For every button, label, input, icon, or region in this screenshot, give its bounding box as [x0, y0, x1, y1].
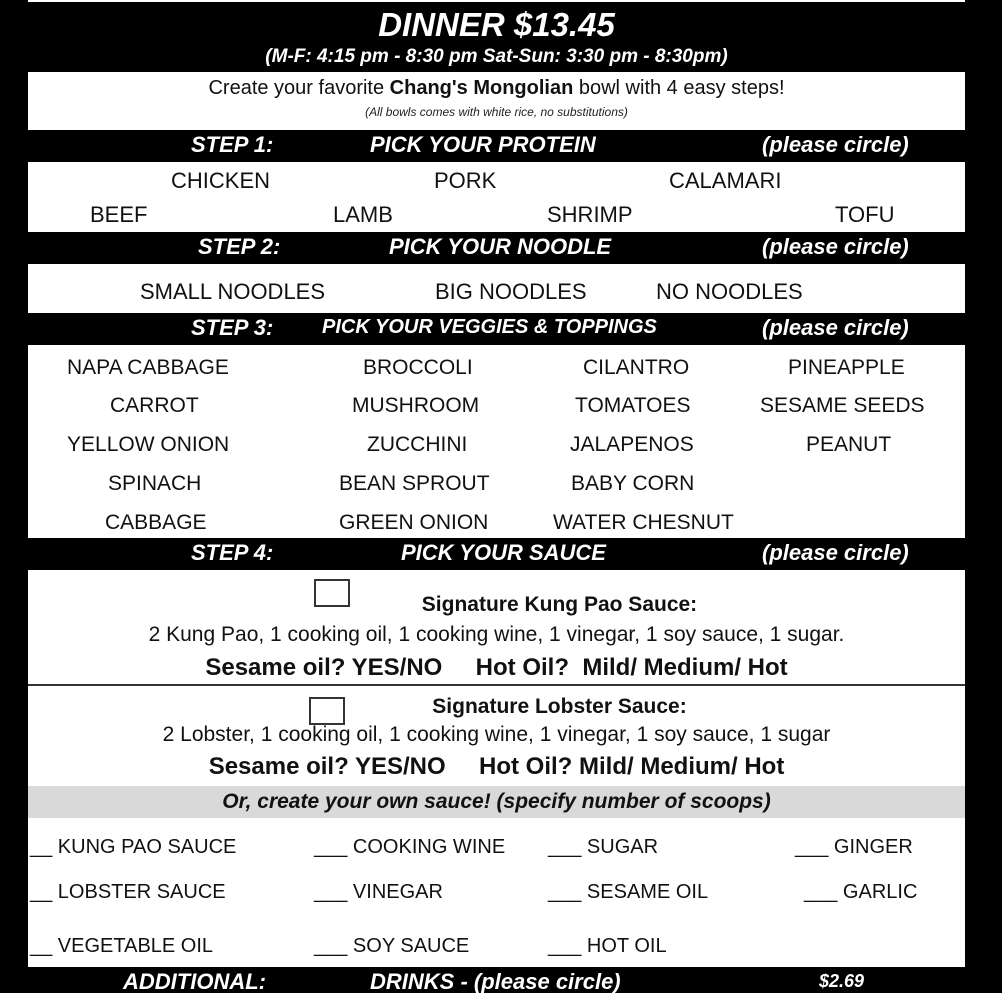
- noodle-option[interactable]: NO NOODLES: [656, 279, 803, 304]
- protein-option[interactable]: TOFU: [835, 202, 895, 227]
- additional-label: ADDITIONAL:: [123, 969, 266, 993]
- brand-name: Chang's Mongolian: [389, 77, 574, 99]
- intro-prefix: Create your favorite: [208, 77, 390, 99]
- custom-sauce-item[interactable]: __ LOBSTER SAUCE: [30, 881, 226, 903]
- veggie-option[interactable]: GREEN ONION: [339, 511, 489, 534]
- sauce-divider: [28, 684, 965, 686]
- custom-sauce-item[interactable]: ___ COOKING WINE: [314, 836, 506, 858]
- step4-label: STEP 4:: [191, 540, 274, 565]
- rice-note: (All bowls comes with white rice, no substitutions): [365, 105, 628, 119]
- lobster-recipe: 2 Lobster, 1 cooking oil, 1 cooking wine, 1 vinegar, 1 soy sauce, 1 sugar: [162, 723, 831, 746]
- step4-bar: [28, 538, 965, 570]
- custom-sauce-banner: [28, 786, 965, 818]
- custom-sauce-item[interactable]: ___ HOT OIL: [548, 935, 667, 957]
- veggie-option[interactable]: JALAPENOS: [570, 433, 694, 456]
- custom-sauce-item[interactable]: ___ GINGER: [795, 836, 913, 858]
- veggie-option[interactable]: WATER CHESNUT: [553, 511, 734, 534]
- veggie-option[interactable]: CILANTRO: [583, 356, 690, 379]
- noodle-option[interactable]: SMALL NOODLES: [140, 279, 326, 304]
- step2-hint: (please circle): [762, 234, 909, 259]
- custom-sauce-item[interactable]: ___ SOY SAUCE: [314, 935, 470, 957]
- protein-option[interactable]: LAMB: [333, 202, 393, 227]
- veggie-option[interactable]: BROCCOLI: [363, 356, 473, 379]
- custom-sauce-title: Or, create your own sauce! (specify number of scoops): [222, 790, 771, 813]
- veggie-option[interactable]: NAPA CABBAGE: [67, 356, 229, 379]
- menu-order-form: [28, 0, 965, 993]
- lobster-sauce-name: Signature Lobster Sauce:: [432, 695, 687, 718]
- step1-bar: [28, 130, 965, 162]
- step3-title: PICK YOUR VEGGIES & TOPPINGS: [322, 316, 657, 338]
- kungpao-options[interactable]: Sesame oil? YES/NO Hot Oil? Mild/ Medium/ Hot: [205, 654, 788, 681]
- drinks-price: $2.69: [819, 971, 865, 991]
- veggie-option[interactable]: SESAME SEEDS: [760, 394, 925, 417]
- veggie-option[interactable]: PINEAPPLE: [788, 356, 905, 379]
- step1-title: PICK YOUR PROTEIN: [370, 132, 596, 157]
- veggie-option[interactable]: SPINACH: [108, 472, 202, 495]
- step3-hint: (please circle): [762, 315, 909, 340]
- step3-label: STEP 3:: [191, 315, 274, 340]
- hours-text: (M-F: 4:15 pm - 8:30 pm Sat-Sun: 3:30 pm - 8:30pm): [265, 46, 728, 67]
- step3-bar: [28, 313, 965, 345]
- custom-sauce-item[interactable]: ___ SUGAR: [548, 836, 659, 858]
- intro-suffix: bowl with 4 easy steps!: [573, 77, 785, 99]
- custom-sauce-item[interactable]: ___ SESAME OIL: [548, 881, 709, 903]
- step4-hint: (please circle): [762, 540, 909, 565]
- step2-bar: [28, 232, 965, 264]
- additional-bar: [28, 967, 965, 993]
- custom-sauce-item[interactable]: ___ VINEGAR: [314, 881, 443, 903]
- veggie-option[interactable]: MUSHROOM: [352, 394, 480, 417]
- header-banner: [28, 2, 965, 72]
- menu-title: DINNER $13.45: [378, 6, 615, 43]
- intro-line: [28, 77, 965, 100]
- protein-option[interactable]: SHRIMP: [547, 202, 633, 227]
- step2-label: STEP 2:: [198, 234, 281, 259]
- custom-sauce-item[interactable]: __ KUNG PAO SAUCE: [30, 836, 237, 858]
- drinks-title: DRINKS - (please circle): [370, 969, 621, 993]
- veggie-option[interactable]: CARROT: [110, 394, 199, 417]
- protein-option[interactable]: CALAMARI: [669, 168, 782, 193]
- veggie-option[interactable]: TOMATOES: [575, 394, 691, 417]
- veggie-option[interactable]: PEANUT: [806, 433, 892, 456]
- kungpao-recipe: 2 Kung Pao, 1 cooking oil, 1 cooking wine, 1 vinegar, 1 soy sauce, 1 sugar.: [148, 623, 845, 646]
- veggie-option[interactable]: ZUCCHINI: [367, 433, 468, 456]
- step2-title: PICK YOUR NOODLE: [389, 234, 612, 259]
- step1-label: STEP 1:: [191, 132, 274, 157]
- noodle-option[interactable]: BIG NOODLES: [435, 279, 587, 304]
- step1-hint: (please circle): [762, 132, 909, 157]
- custom-sauce-item[interactable]: ___ GARLIC: [804, 881, 918, 903]
- kungpao-sauce-name: Signature Kung Pao Sauce:: [421, 593, 698, 616]
- veggie-option[interactable]: YELLOW ONION: [67, 433, 230, 456]
- veggie-option[interactable]: BEAN SPROUT: [339, 472, 490, 495]
- protein-option[interactable]: PORK: [434, 168, 497, 193]
- veggie-option[interactable]: BABY CORN: [571, 472, 695, 495]
- custom-sauce-item[interactable]: __ VEGETABLE OIL: [30, 935, 214, 957]
- protein-option[interactable]: CHICKEN: [171, 168, 271, 193]
- veggie-option[interactable]: CABBAGE: [105, 511, 207, 534]
- protein-option[interactable]: BEEF: [90, 202, 148, 227]
- step4-title: PICK YOUR SAUCE: [401, 540, 606, 565]
- lobster-options[interactable]: Sesame oil? YES/NO Hot Oil? Mild/ Medium/ Hot: [208, 753, 785, 780]
